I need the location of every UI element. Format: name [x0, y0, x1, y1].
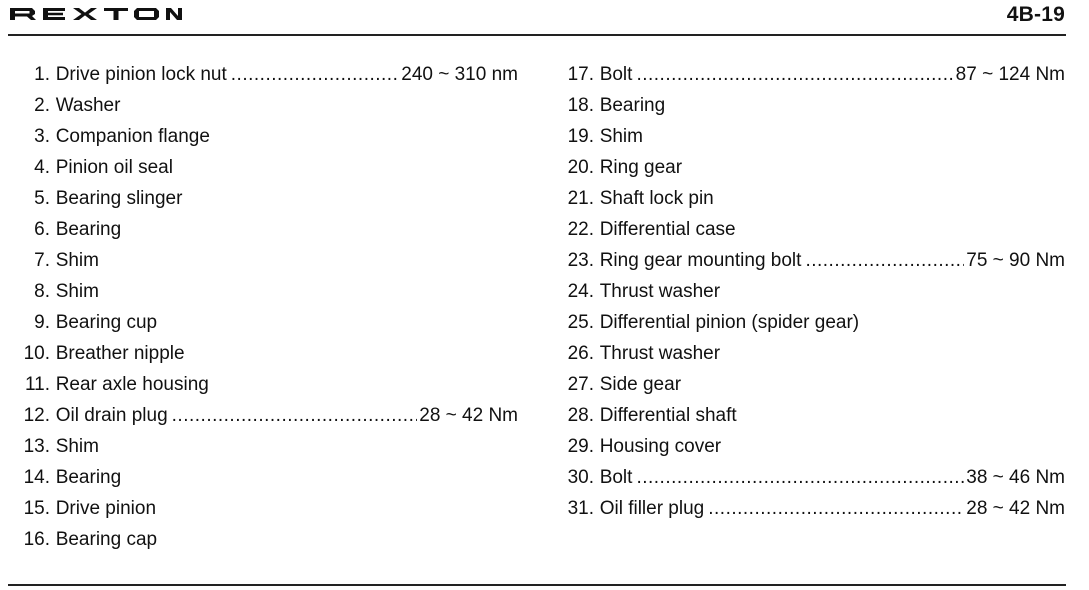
part-number: 17. — [567, 64, 594, 85]
part-name: Drive pinion — [55, 498, 157, 519]
part-name: Shim — [55, 281, 99, 302]
part-item — [552, 214, 1065, 245]
part-name: Oil drain plug — [55, 405, 168, 426]
part-item — [552, 307, 1065, 338]
part-name: Housing cover — [599, 436, 722, 457]
part-name: Bearing cup — [55, 312, 158, 333]
part-item — [8, 59, 518, 90]
torque-spec: 75 ~ 90 Nm — [966, 250, 1065, 271]
dot-leader — [708, 493, 964, 524]
part-item — [8, 462, 518, 493]
part-name: Bolt — [599, 467, 633, 488]
part-item — [552, 369, 1065, 400]
part-number: 30. — [567, 467, 594, 488]
part-item — [8, 276, 518, 307]
part-number: 2. — [34, 95, 50, 116]
part-name: Differential shaft — [599, 405, 737, 426]
part-name: Bolt — [599, 64, 633, 85]
part-name: Bearing — [55, 219, 122, 240]
part-item — [552, 493, 1065, 524]
part-name: Ring gear — [599, 157, 683, 178]
part-item — [8, 493, 518, 524]
part-name: Drive pinion lock nut — [55, 64, 227, 85]
torque-spec: 28 ~ 42 Nm — [966, 498, 1065, 519]
part-number: 20. — [567, 157, 594, 178]
part-item — [552, 90, 1065, 121]
part-name: Ring gear mounting bolt — [599, 250, 802, 271]
part-number: 16. — [23, 529, 50, 550]
part-number: 22. — [567, 219, 594, 240]
part-name: Differential pinion (spider gear) — [599, 312, 860, 333]
part-number: 1. — [34, 64, 50, 85]
part-number: 11. — [24, 374, 50, 395]
part-number: 7. — [34, 250, 50, 271]
part-name: Shim — [55, 250, 99, 271]
part-item — [552, 245, 1065, 276]
dot-leader — [636, 462, 964, 493]
part-item — [8, 400, 518, 431]
footer-divider — [8, 584, 1066, 586]
part-item — [552, 121, 1065, 152]
parts-list-left — [8, 59, 518, 555]
part-number: 29. — [567, 436, 594, 457]
part-name: Washer — [55, 95, 121, 116]
part-number: 31. — [567, 498, 594, 519]
part-name: Shim — [599, 126, 643, 147]
part-name: Bearing — [55, 467, 122, 488]
part-name: Shaft lock pin — [599, 188, 714, 209]
page-header — [0, 0, 1089, 36]
torque-spec: 87 ~ 124 Nm — [955, 64, 1065, 85]
part-name: Bearing slinger — [55, 188, 183, 209]
part-number: 6. — [34, 219, 50, 240]
torque-spec: 38 ~ 46 Nm — [966, 467, 1065, 488]
part-number: 12. — [23, 405, 50, 426]
part-number: 3. — [34, 126, 50, 147]
part-item — [8, 307, 518, 338]
part-name: Shim — [55, 436, 99, 457]
part-item — [8, 431, 518, 462]
part-number: 18. — [567, 95, 594, 116]
part-name: Bearing cap — [55, 529, 158, 550]
part-item — [552, 400, 1065, 431]
part-number: 21. — [567, 188, 594, 209]
part-number: 15. — [23, 498, 50, 519]
part-item — [8, 90, 518, 121]
part-item — [8, 183, 518, 214]
dot-leader — [172, 400, 418, 431]
part-number: 8. — [34, 281, 50, 302]
page-number: 4B-19 — [1006, 3, 1065, 26]
part-item — [552, 338, 1065, 369]
rexton-logo — [10, 7, 182, 21]
part-name: Companion flange — [55, 126, 210, 147]
part-number: 10. — [23, 343, 50, 364]
part-number: 13. — [23, 436, 50, 457]
part-number: 26. — [567, 343, 594, 364]
part-number: 14. — [23, 467, 50, 488]
part-item — [8, 152, 518, 183]
part-number: 23. — [567, 250, 594, 271]
part-number: 19. — [567, 126, 594, 147]
torque-spec: 240 ~ 310 nm — [401, 64, 518, 85]
part-name: Side gear — [599, 374, 682, 395]
dot-leader — [636, 59, 953, 90]
part-item — [552, 462, 1065, 493]
parts-list-right — [552, 59, 1065, 524]
part-item — [8, 214, 518, 245]
part-name: Breather nipple — [55, 343, 185, 364]
part-item — [552, 431, 1065, 462]
part-item — [8, 369, 518, 400]
part-item — [552, 276, 1065, 307]
part-item — [8, 338, 518, 369]
torque-spec: 28 ~ 42 Nm — [419, 405, 518, 426]
part-number: 25. — [567, 312, 594, 333]
part-number: 24. — [567, 281, 594, 302]
part-number: 9. — [34, 312, 50, 333]
part-name: Pinion oil seal — [55, 157, 173, 178]
part-number: 28. — [567, 405, 594, 426]
part-name: Thrust washer — [599, 281, 721, 302]
part-number: 5. — [34, 188, 50, 209]
part-item — [8, 121, 518, 152]
part-number: 27. — [567, 374, 594, 395]
part-item — [552, 183, 1065, 214]
part-name: Bearing — [599, 95, 666, 116]
part-number: 4. — [34, 157, 50, 178]
part-item — [8, 524, 518, 555]
part-name: Thrust washer — [599, 343, 721, 364]
part-item — [552, 59, 1065, 90]
header-divider — [8, 34, 1066, 36]
part-name: Differential case — [599, 219, 736, 240]
part-item — [8, 245, 518, 276]
part-name: Rear axle housing — [55, 374, 209, 395]
dot-leader — [231, 59, 399, 90]
part-item — [552, 152, 1065, 183]
part-name: Oil filler plug — [599, 498, 705, 519]
dot-leader — [805, 245, 964, 276]
